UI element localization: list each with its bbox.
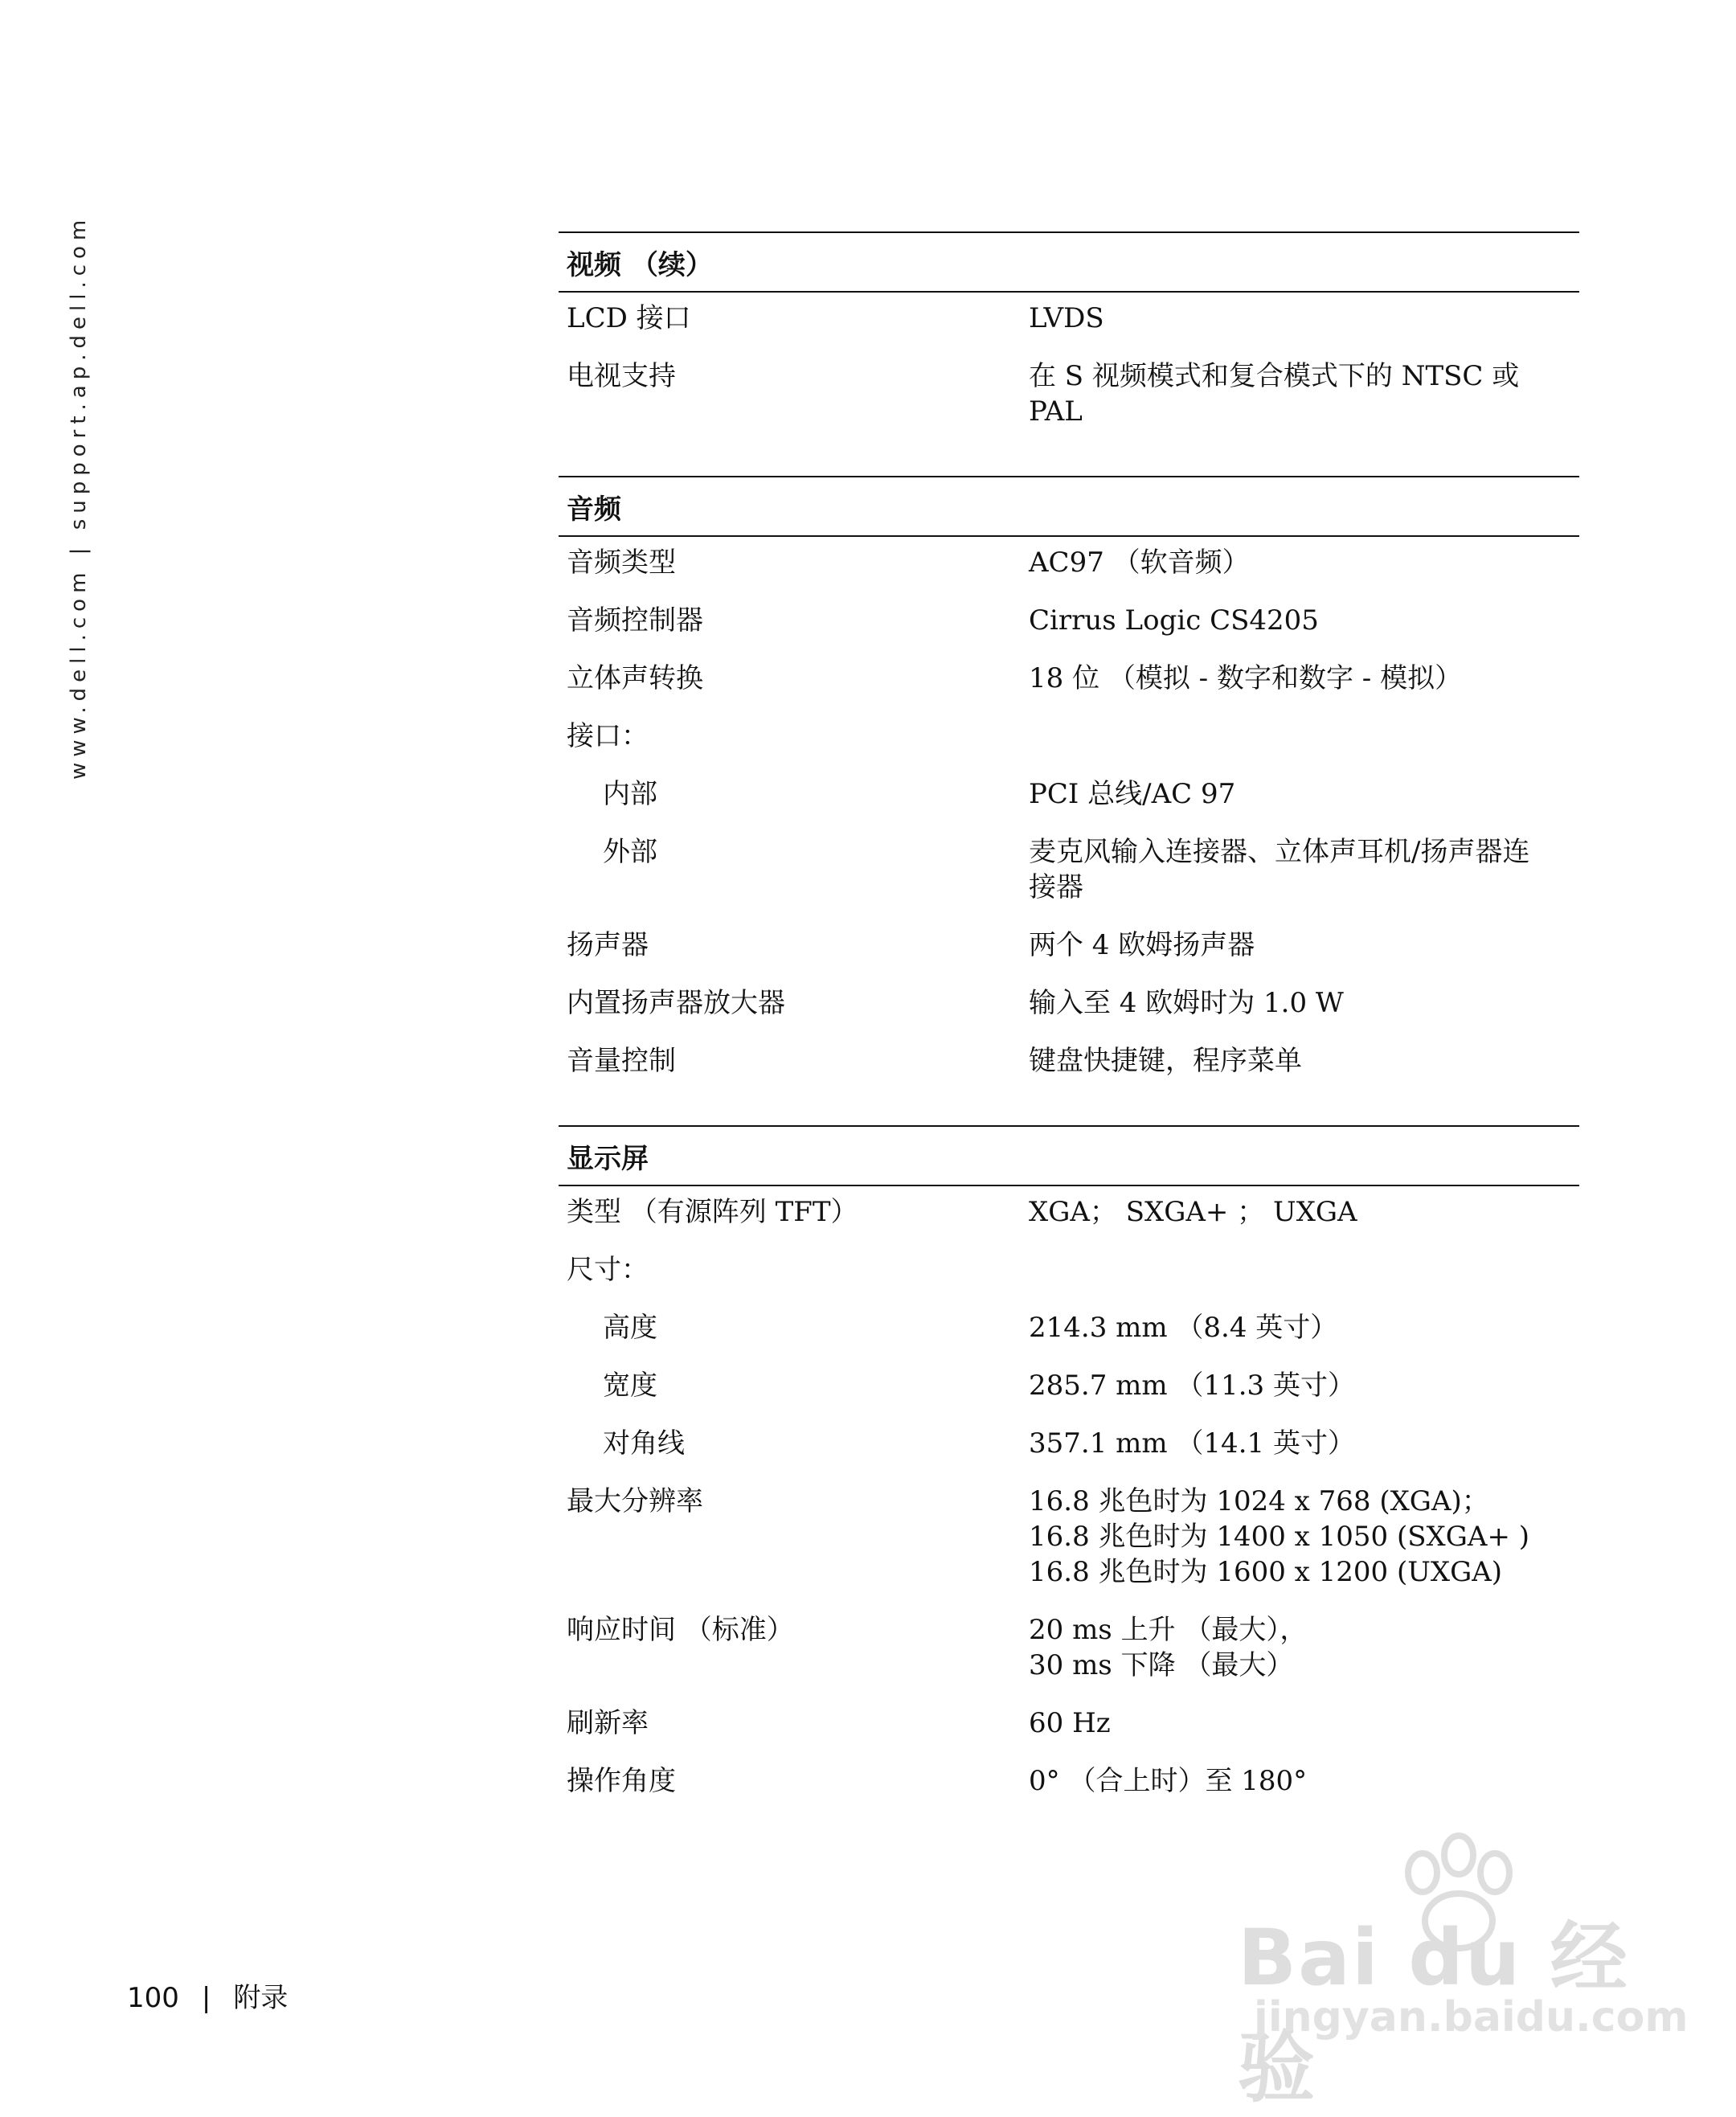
spec-value xyxy=(1029,1612,1579,1683)
spec-value-line: 输入至 4 欧姆时为 1.0 W xyxy=(1029,987,1344,1019)
spec-value-line: 357.1 mm （14.1 英寸） xyxy=(1029,1427,1355,1460)
spec-table xyxy=(559,231,1579,1845)
section-rows xyxy=(559,537,1579,1125)
spec-section xyxy=(559,231,1579,476)
side-url: www.dell.com | support.ap.dell.com xyxy=(67,214,91,780)
spec-value-line: LVDS xyxy=(1029,302,1104,334)
spec-label: 音量控制 xyxy=(567,1045,676,1077)
spec-value-line: 60 Hz xyxy=(1029,1707,1111,1739)
page-footer xyxy=(127,1976,288,2015)
spec-label: 高度 xyxy=(603,1312,657,1344)
spec-label: 音频控制器 xyxy=(567,604,703,637)
watermark-url: jingyan.baidu.com xyxy=(1254,1993,1689,2041)
spec-label: 外部 xyxy=(603,836,657,868)
spec-value-line: 30 ms 下降 （最大） xyxy=(1029,1649,1294,1681)
spec-row xyxy=(559,719,1579,776)
spec-value-line: 麦克风输入连接器、立体声耳机/扬声器连 xyxy=(1029,836,1530,868)
spec-label: 电视支持 xyxy=(567,360,676,392)
spec-value xyxy=(1029,1194,1579,1230)
spec-value-line: 两个 4 欧姆扬声器 xyxy=(1029,929,1255,961)
spec-section xyxy=(559,1125,1579,1845)
spec-value xyxy=(1029,1043,1579,1079)
spec-value xyxy=(1029,834,1579,905)
spec-label: 类型 （有源阵列 TFT） xyxy=(567,1196,858,1228)
spec-label: 立体声转换 xyxy=(567,662,703,694)
spec-row xyxy=(559,1368,1579,1426)
spec-value xyxy=(1029,1310,1579,1345)
spec-value xyxy=(1029,1368,1579,1403)
spec-row xyxy=(559,1426,1579,1484)
spec-label: 最大分辨率 xyxy=(567,1485,703,1517)
spec-row xyxy=(559,834,1579,927)
section-rows xyxy=(559,1186,1579,1845)
spec-value-line: 键盘快捷键，程序菜单 xyxy=(1029,1045,1302,1077)
spec-value xyxy=(1029,603,1579,638)
section-title: 音频 xyxy=(559,476,1579,537)
spec-value-line: PCI 总线/AC 97 xyxy=(1029,778,1236,810)
spec-row xyxy=(559,1252,1579,1310)
spec-value-line: 在 S 视频模式和复合模式下的 NTSC 或 xyxy=(1029,360,1520,392)
spec-value xyxy=(1029,927,1579,963)
spec-value xyxy=(1029,358,1579,429)
spec-value xyxy=(1029,1763,1579,1799)
paw-icon xyxy=(1390,1832,1527,1953)
spec-value-line: 接器 xyxy=(1029,871,1083,903)
spec-value-line: XGA； SXGA+ ； UXGA xyxy=(1029,1196,1357,1228)
watermark-brand: Bai du 经验 xyxy=(1238,1913,1629,2113)
spec-label: 刷新率 xyxy=(567,1707,649,1739)
spec-label: 操作角度 xyxy=(567,1765,676,1797)
spec-value-line: 16.8 兆色时为 1024 x 768 (XGA)； xyxy=(1029,1485,1489,1517)
baidu-watermark xyxy=(1238,1832,1689,2113)
spec-label: 内部 xyxy=(603,778,657,810)
spec-value-line: Cirrus Logic CS4205 xyxy=(1029,604,1319,637)
spec-row xyxy=(559,1484,1579,1612)
spec-row xyxy=(559,661,1579,719)
spec-label: 内置扬声器放大器 xyxy=(567,987,785,1019)
spec-row xyxy=(559,603,1579,661)
spec-section xyxy=(559,476,1579,1125)
spec-value-line: 214.3 mm （8.4 英寸） xyxy=(1029,1312,1338,1344)
spec-value xyxy=(1029,1705,1579,1741)
spec-row xyxy=(559,927,1579,985)
spec-label: LCD 接口 xyxy=(567,302,691,334)
spec-value xyxy=(1029,661,1579,696)
spec-row xyxy=(559,301,1579,358)
page-number: 100 xyxy=(127,1982,179,2014)
spec-value-line: 16.8 兆色时为 1400 x 1050 (SXGA+ ) xyxy=(1029,1521,1530,1553)
section-rows xyxy=(559,293,1579,476)
spec-label: 响应时间 （标准） xyxy=(567,1614,794,1646)
spec-label: 宽度 xyxy=(603,1370,657,1402)
spec-value-line: 20 ms 上升 （最大）， xyxy=(1029,1614,1308,1646)
spec-value-line: 18 位 （模拟 - 数字和数字 - 模拟） xyxy=(1029,662,1463,694)
spec-row xyxy=(559,776,1579,834)
spec-row xyxy=(559,985,1579,1043)
spec-label: 尺寸： xyxy=(567,1254,649,1286)
spec-row xyxy=(559,1612,1579,1705)
spec-value-line: AC97 （软音频） xyxy=(1029,547,1250,579)
spec-row xyxy=(559,358,1579,452)
footer-separator: | xyxy=(201,1982,211,2014)
spec-row xyxy=(559,1194,1579,1252)
spec-value xyxy=(1029,985,1579,1021)
spec-value xyxy=(1029,776,1579,812)
spec-row xyxy=(559,1705,1579,1763)
spec-value-line: 285.7 mm （11.3 英寸） xyxy=(1029,1370,1355,1402)
spec-value-line: PAL xyxy=(1029,395,1083,428)
spec-row xyxy=(559,1043,1579,1101)
section-title: 视频 （续） xyxy=(559,231,1579,293)
spec-label: 音频类型 xyxy=(567,547,676,579)
spec-value xyxy=(1029,1426,1579,1461)
spec-row xyxy=(559,545,1579,603)
footer-section-title: 附录 xyxy=(233,1982,289,2014)
spec-label: 扬声器 xyxy=(567,929,649,961)
spec-value-line: 0° （合上时）至 180° xyxy=(1029,1765,1308,1797)
spec-row xyxy=(559,1763,1579,1821)
spec-label: 接口： xyxy=(567,720,649,752)
spec-row xyxy=(559,1310,1579,1368)
section-title: 显示屏 xyxy=(559,1125,1579,1186)
spec-value-line: 16.8 兆色时为 1600 x 1200 (UXGA) xyxy=(1029,1556,1503,1588)
spec-label: 对角线 xyxy=(603,1427,685,1460)
spec-value xyxy=(1029,1484,1579,1590)
spec-value xyxy=(1029,545,1579,580)
spec-value xyxy=(1029,301,1579,336)
